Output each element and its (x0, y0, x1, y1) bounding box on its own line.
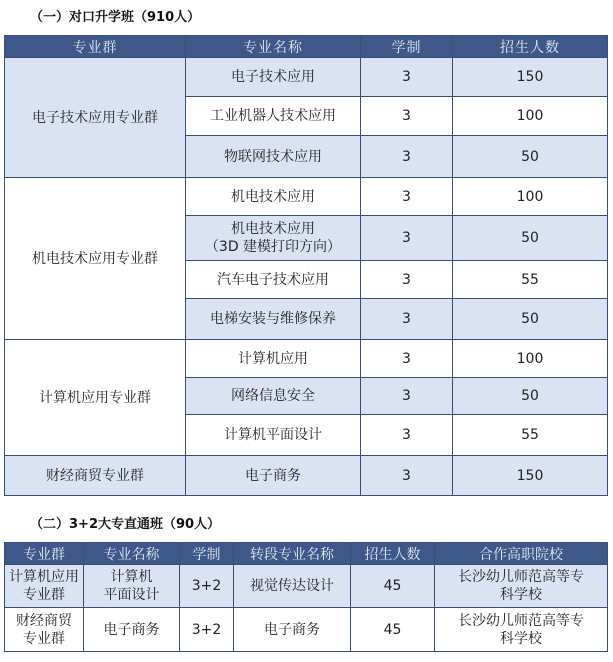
years-cell: 3 (361, 378, 453, 415)
header-count: 招生人数 (453, 36, 608, 58)
header-years: 学制 (361, 36, 453, 58)
years-cell: 3 (361, 58, 453, 97)
years-cell: 3 (361, 415, 453, 456)
years-cell: 3 (361, 136, 453, 178)
major-line: 机电技术应用 (231, 221, 315, 237)
header-group: 专业群 (5, 543, 84, 565)
group-line: 计算机应用 (9, 569, 79, 585)
count-cell: 150 (453, 58, 608, 97)
count-cell: 50 (453, 216, 608, 261)
table-row (5, 58, 608, 97)
years-cell: 3+2 (180, 565, 234, 608)
college-cell (435, 565, 608, 608)
header-group: 专业群 (5, 36, 186, 58)
college-pathway-table (4, 542, 608, 652)
years-cell: 3 (361, 216, 453, 261)
major-cell: 网络信息安全 (186, 378, 361, 415)
years-cell: 3+2 (180, 608, 234, 652)
table-row (5, 340, 608, 378)
header-major: 专业名称 (84, 543, 180, 565)
table-header-row (5, 543, 608, 565)
group-cell: 财经商贸专业群 (5, 456, 186, 496)
table-row (5, 456, 608, 496)
count-cell: 100 (453, 178, 608, 216)
years-cell: 3 (361, 178, 453, 216)
major-cell: 电子商务 (84, 608, 180, 652)
college-line: 科学校 (500, 587, 542, 603)
major-cell: 计算机应用 (186, 340, 361, 378)
college-line: 长沙幼儿师范高等专 (458, 569, 584, 585)
count-cell: 50 (453, 378, 608, 415)
major-cell (186, 216, 361, 261)
major-cell: 物联网技术应用 (186, 136, 361, 178)
count-cell: 45 (351, 608, 435, 652)
count-cell: 100 (453, 340, 608, 378)
count-cell: 55 (453, 415, 608, 456)
group-line: 专业群 (23, 630, 65, 647)
years-cell: 3 (361, 340, 453, 378)
major-cell: 电子商务 (186, 456, 361, 496)
years-cell: 3 (361, 97, 453, 136)
major-cell: 工业机器人技术应用 (186, 97, 361, 136)
years-cell: 3 (361, 261, 453, 299)
group-cell (5, 608, 84, 652)
major-cell (84, 565, 180, 608)
count-cell: 50 (453, 136, 608, 178)
table-row (5, 565, 608, 608)
major-cell: 计算机平面设计 (186, 415, 361, 456)
major-line: 计算机 (110, 569, 153, 585)
count-cell: 50 (453, 299, 608, 340)
table-row (5, 608, 608, 652)
major-line: 平面设计 (103, 587, 160, 603)
header-major: 专业名称 (186, 36, 361, 58)
group-line: 财经商贸 (16, 612, 72, 629)
group-cell: 计算机应用专业群 (5, 340, 186, 456)
header-count: 招生人数 (351, 543, 435, 565)
table-row (5, 178, 608, 216)
major-line: （3D 建模打印方向） (204, 239, 342, 255)
college-cell (435, 608, 608, 652)
major-cell: 机电技术应用 (186, 178, 361, 216)
header-transfer: 转段专业名称 (234, 543, 351, 565)
direct-admission-table (4, 35, 608, 496)
major-cell: 电梯安装与维修保养 (186, 299, 361, 340)
years-cell: 3 (361, 456, 453, 496)
years-cell: 3 (361, 299, 453, 340)
count-cell: 45 (351, 565, 435, 608)
group-cell: 机电技术应用专业群 (5, 178, 186, 340)
group-cell: 电子技术应用专业群 (5, 58, 186, 178)
college-line: 长沙幼儿师范高等专 (458, 612, 584, 629)
major-cell: 电子技术应用 (186, 58, 361, 97)
header-college: 合作高职院校 (435, 543, 608, 565)
count-cell: 55 (453, 261, 608, 299)
count-cell: 100 (453, 97, 608, 136)
group-cell (5, 565, 84, 608)
header-years: 学制 (180, 543, 234, 565)
major-cell: 汽车电子技术应用 (186, 261, 361, 299)
table-header-row (5, 36, 608, 58)
count-cell: 150 (453, 456, 608, 496)
transfer-cell: 视觉传达设计 (234, 565, 351, 608)
college-line: 科学校 (500, 630, 542, 647)
transfer-cell: 电子商务 (234, 608, 351, 652)
section2-title: （二）3+2大专直通班（90人） (30, 517, 221, 532)
group-line: 专业群 (23, 587, 65, 603)
section1-title: （一）对口升学班（910人） (30, 10, 201, 25)
